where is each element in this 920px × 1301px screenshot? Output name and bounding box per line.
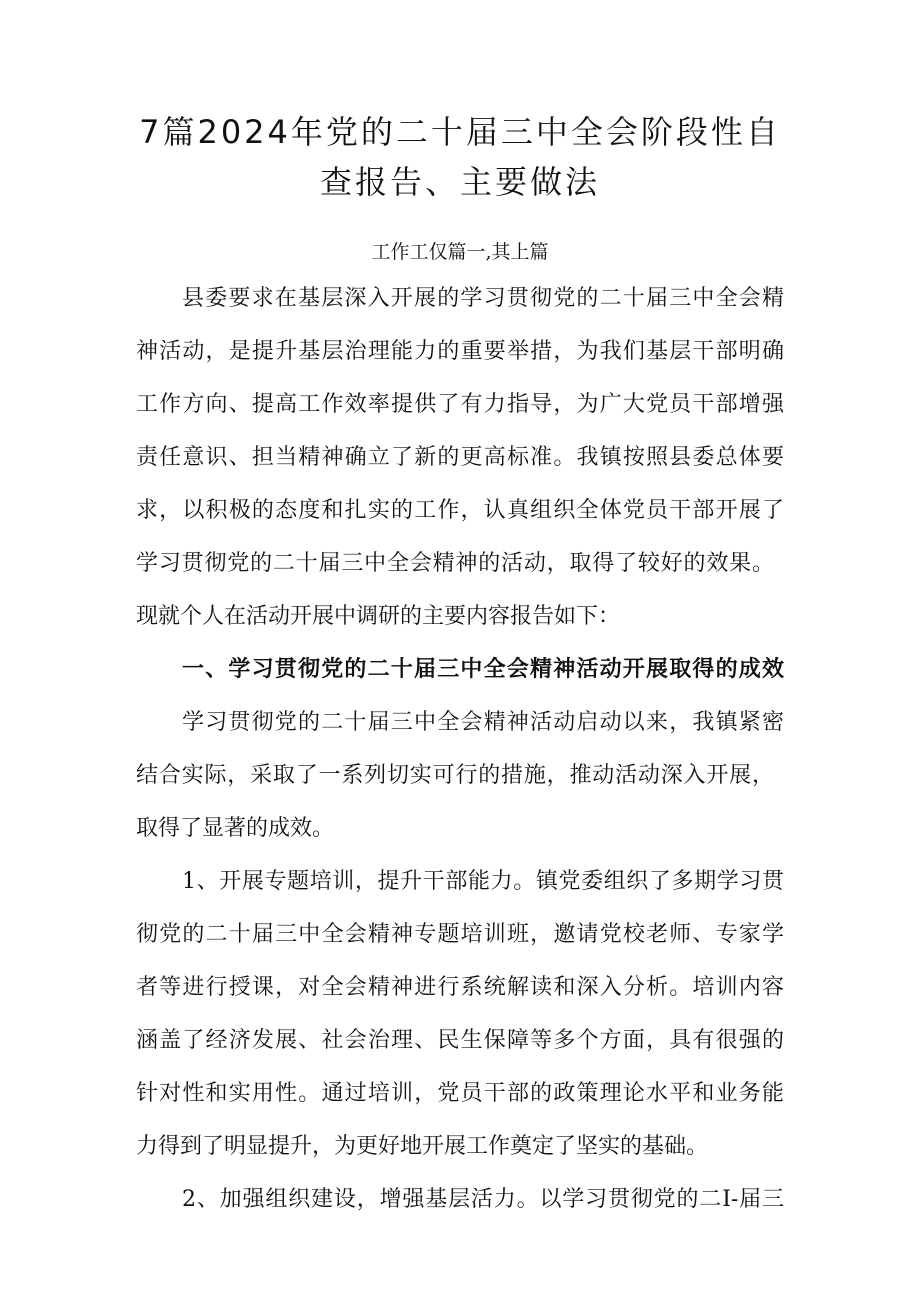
body-line-1: 县委要求在基层深入开展的学习贯彻党的二十届三中全会精 [182,286,784,311]
body-line-9: 学习贯彻党的二十届三中全会精神活动启动以来，我镇紧密 [182,710,784,735]
document-title-line-1: 7篇2024年党的二十届三中全会阶段性自 [139,113,781,151]
body-line-2: 神活动，是提升基层治理能力的重要举措，为我们基层干部明确 [136,339,784,364]
document-subtitle: 工作工仅篇一,其上篇 [371,241,549,263]
body-line-17: 力得到了明显提升，为更好地开展工作奠定了坚实的基础。 [136,1134,709,1159]
body-line-14: 者等进行授课，对全会精神进行系统解读和深入分析。培训内容 [136,975,784,1000]
body-line-3: 工作方向、提高工作效率提供了有力指导，为广大党员干部增强 [136,392,784,417]
body-line-15: 涵盖了经济发展、社会治理、民生保障等多个方面，具有很强的 [136,1028,784,1053]
section-heading-1: 一、学习贯彻党的二十届三中全会精神活动开展取得的成效 [182,657,784,682]
body-line-5: 求，以积极的态度和扎实的工作，认真组织全体党员干部开展了 [136,498,784,523]
document-title-line-2: 查报告、主要做法 [319,163,600,201]
body-line-12: 1、开展专题培训，提升干部能力。镇党委组织了多期学习贯 [182,869,784,894]
body-line-10: 结合实际，采取了一系列切实可行的措施，推动活动深入开展， [136,763,774,788]
body-line-16: 针对性和实用性。通过培训，党员干部的政策理论水平和业务能 [136,1081,784,1106]
body-line-13: 彻党的二十届三中全会精神专题培训班，邀请党校老师、专家学 [136,922,784,947]
body-line-4: 责任意识、担当精神确立了新的更高标准。我镇按照县委总体要 [136,445,784,470]
body-line-6: 学习贯彻党的二十届三中全会精神的活动，取得了较好的效果。 [136,551,774,576]
body-line-7: 现就个人在活动开展中调研的主要内容报告如下： [136,604,621,629]
body-line-18: 2、加强组织建设，增强基层活力。以学习贯彻党的二I-届三 [182,1187,784,1212]
body-line-11: 取得了显著的成效。 [136,816,335,841]
